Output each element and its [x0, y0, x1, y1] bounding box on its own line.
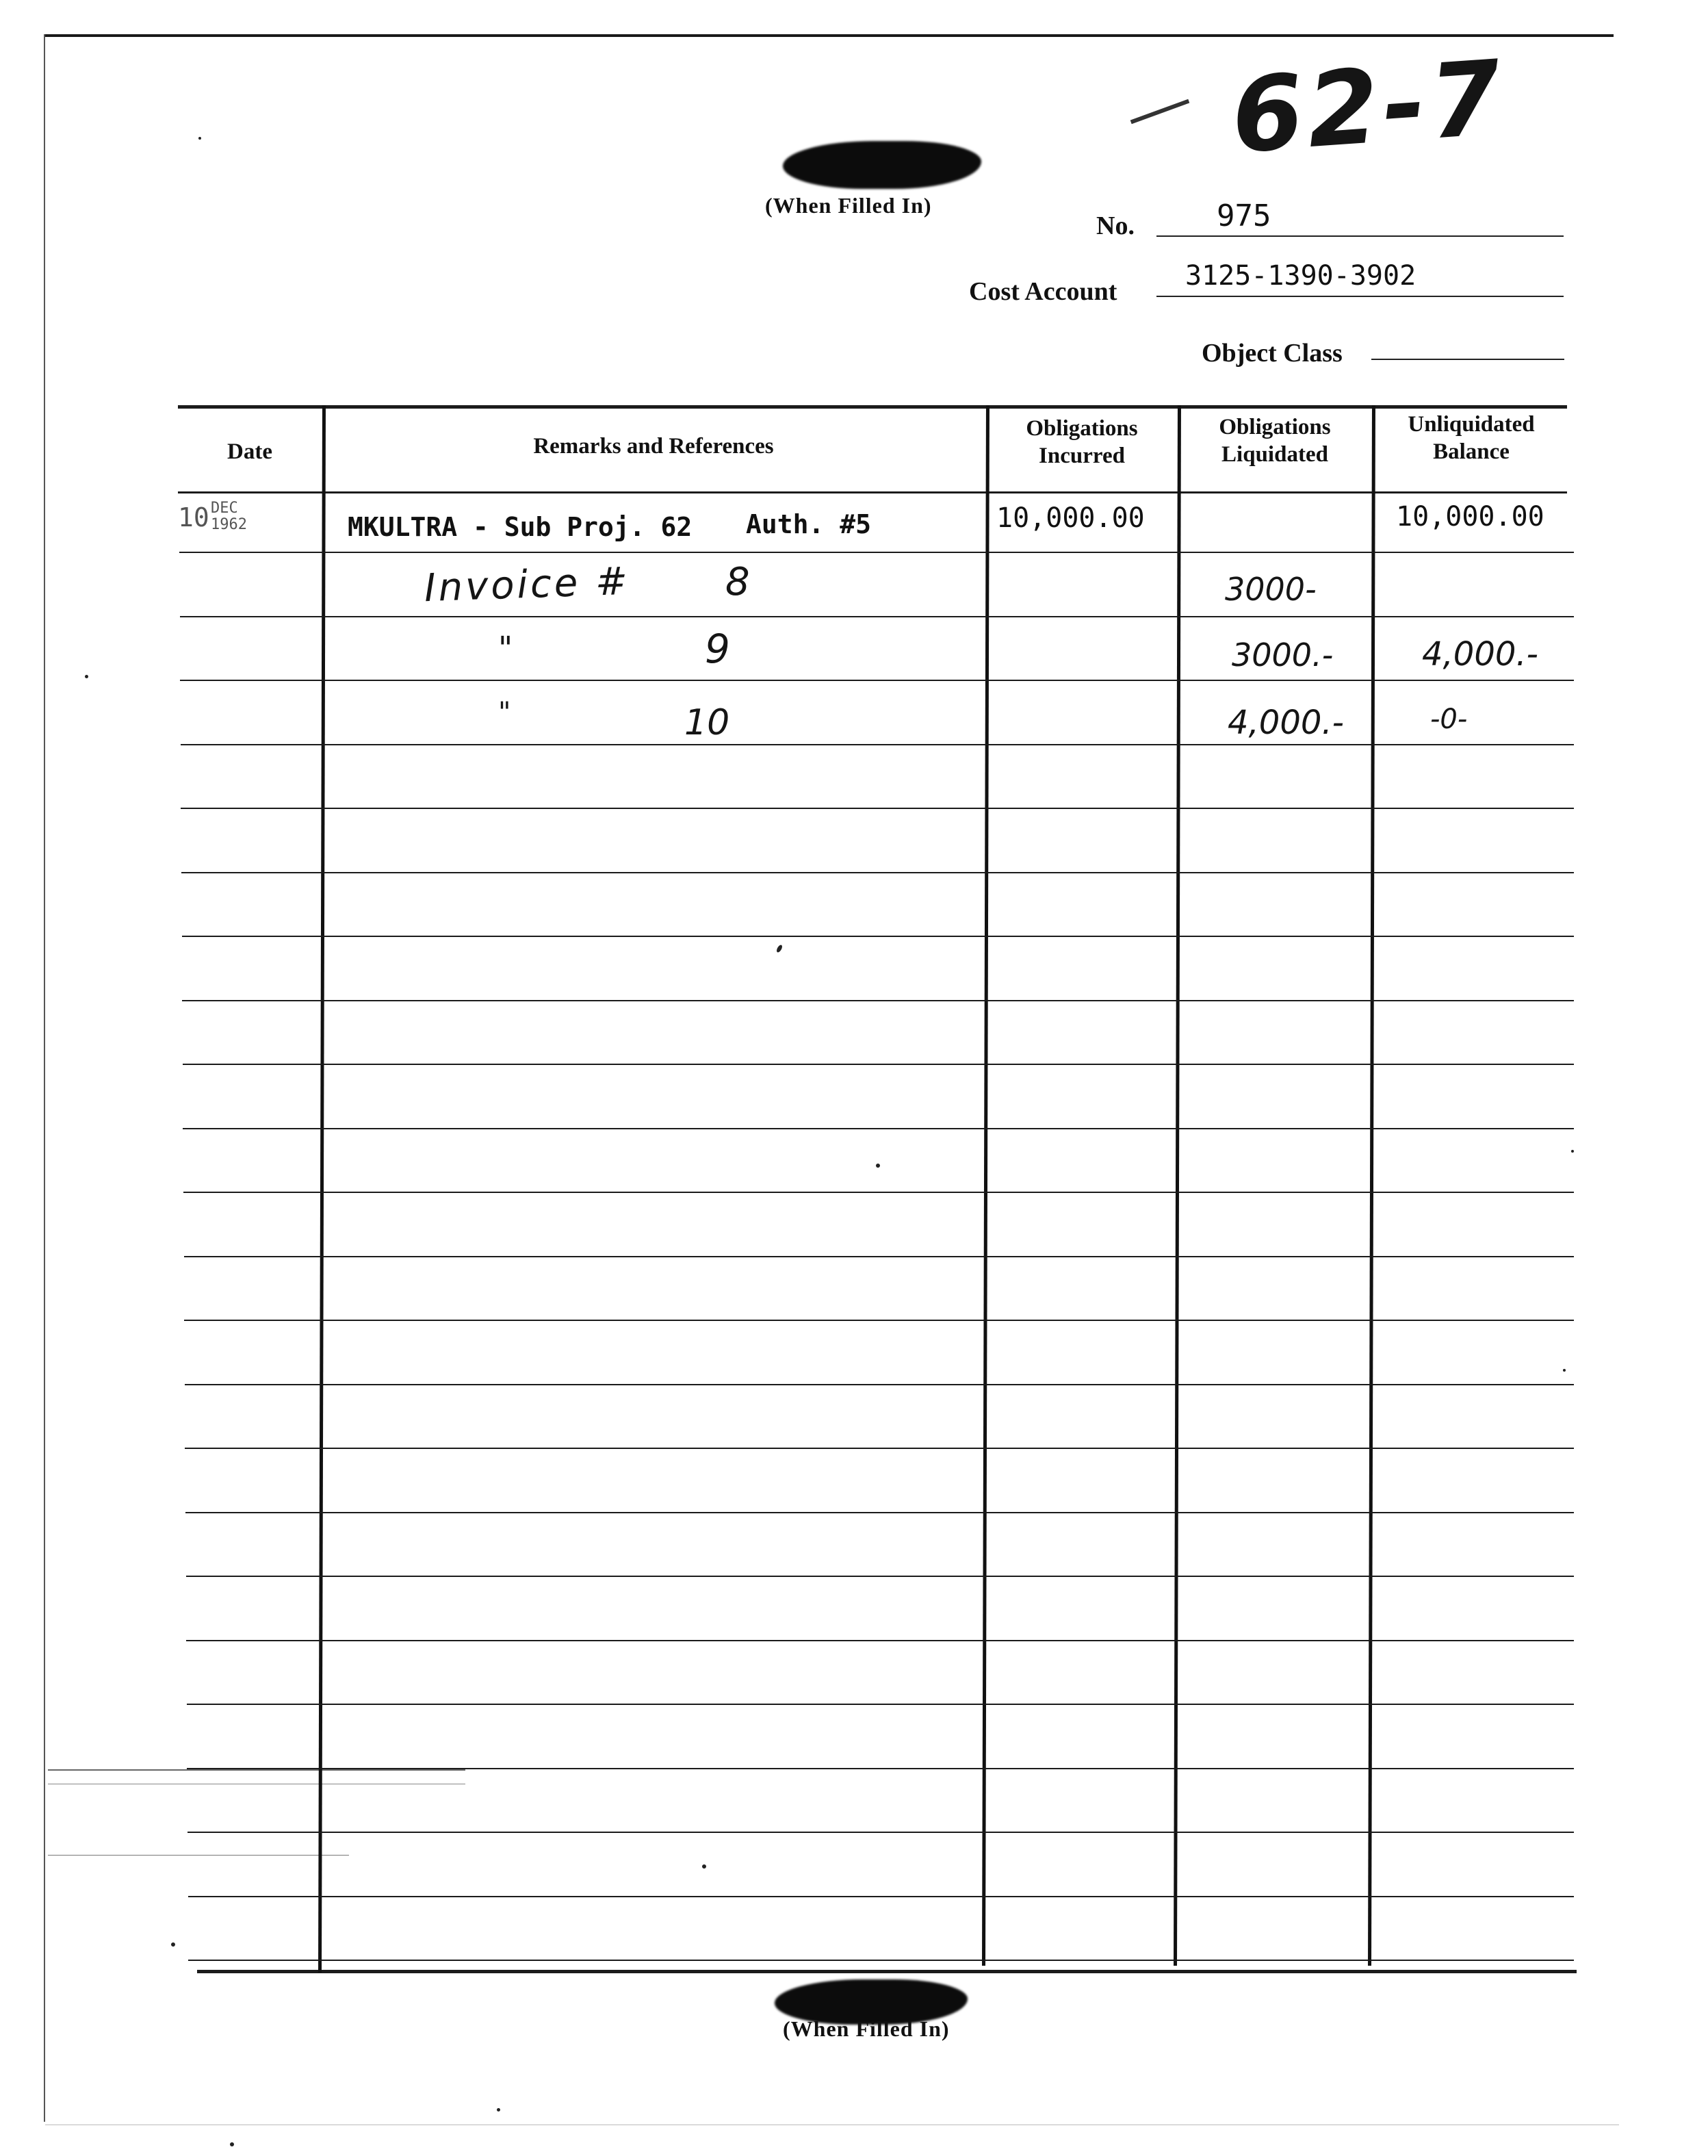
ledger-row-rule	[182, 936, 1574, 937]
classification-caption-bottom: (When Filled In)	[783, 2016, 950, 2041]
ledger-row-rule	[183, 1192, 1574, 1193]
number-value: 975	[1217, 198, 1271, 233]
ledger-header-rule	[178, 491, 1567, 493]
classification-caption-top: (When Filled In)	[765, 193, 932, 218]
ditto-mark: "	[498, 630, 513, 667]
header-liquidated-line2: Liquidated	[1221, 442, 1328, 467]
invoice-number: 9	[705, 626, 730, 672]
ledger-row-rule	[182, 1000, 1574, 1001]
number-label: No.	[1096, 211, 1135, 240]
scan-speck	[702, 1864, 706, 1869]
ledger-row-rule	[188, 1960, 1574, 1961]
cost-account-rule	[1156, 296, 1564, 297]
scan-speck	[1563, 1369, 1566, 1372]
unliquidated-balance-value: 4,000.-	[1422, 635, 1538, 673]
unliquidated-balance-value: -0-	[1430, 704, 1468, 735]
invoice-number: 8	[725, 560, 750, 604]
header-date: Date	[227, 439, 272, 464]
scan-edge-left	[44, 34, 45, 2122]
scan-speck	[1571, 1150, 1574, 1153]
corner-handwritten-reference: 62-7	[1228, 38, 1509, 177]
ledger-row-rule	[180, 616, 1574, 617]
ledger-row-4	[178, 691, 1567, 746]
obligations-liquidated-value: 3000.-	[1232, 637, 1334, 673]
obligations-incurred-value: 10,000.00	[996, 502, 1145, 534]
scan-speck	[497, 2108, 500, 2112]
ledger-row-rule	[181, 872, 1574, 873]
obligations-liquidated-value: 4,000.-	[1228, 704, 1344, 742]
corner-scribble	[1130, 99, 1190, 124]
invoice-label: Invoice #	[423, 559, 631, 611]
ledger-row-rule	[185, 1512, 1574, 1513]
date-stamp-day: 10	[178, 502, 209, 532]
ledger-row-rule	[186, 1576, 1574, 1577]
ledger-row-rule	[184, 1256, 1574, 1257]
number-rule	[1156, 235, 1564, 237]
ledger-row-1	[178, 494, 1567, 550]
date-stamp	[178, 500, 315, 548]
ledger-top-rule	[178, 405, 1567, 409]
header-liquidated-line1: Obligations	[1219, 415, 1331, 439]
invoice-number: 10	[684, 702, 730, 743]
scan-speck	[171, 1942, 175, 1947]
scan-speck	[85, 675, 88, 678]
scan-speck	[198, 137, 201, 140]
header-remarks: Remarks and References	[533, 434, 774, 459]
redaction-mark-top	[783, 141, 981, 189]
header-incurred	[989, 415, 1174, 470]
ledger-row-rule	[185, 1384, 1574, 1385]
ledger-row-rule	[181, 808, 1574, 809]
ledger-row-rule	[186, 1640, 1574, 1641]
remarks-project: MKULTRA - Sub Proj. 62	[348, 512, 693, 542]
header-balance-line1: Unliquidated	[1408, 412, 1535, 437]
ledger-row-rule	[184, 1320, 1574, 1321]
date-stamp-year: 1962	[211, 516, 247, 533]
ledger-row-rule	[183, 1064, 1574, 1065]
ledger-row-rule	[187, 1768, 1574, 1769]
scan-speck	[876, 1164, 880, 1168]
ledger-row-rule	[179, 552, 1574, 553]
date-stamp-month: DEC	[211, 500, 238, 517]
header-liquidated	[1181, 413, 1369, 468]
object-class-label: Object Class	[1202, 339, 1343, 368]
unliquidated-balance-value: 10,000.00	[1396, 501, 1544, 532]
header-balance-line2: Balance	[1433, 439, 1510, 464]
scan-speck	[775, 944, 783, 953]
header-balance	[1375, 411, 1567, 465]
ledger-row-rule	[185, 1448, 1574, 1449]
obligations-liquidated-value: 3000-	[1225, 571, 1317, 608]
scan-speck	[230, 2142, 234, 2146]
ledger-row-rule	[187, 1832, 1574, 1833]
ledger-row-rule	[188, 1896, 1574, 1897]
ledger-row-2	[178, 560, 1567, 615]
header-incurred-line1: Obligations	[1026, 416, 1138, 441]
header-incurred-line2: Incurred	[1039, 444, 1125, 468]
ledger-row-rule	[187, 1704, 1574, 1705]
ledger-bottom-rule	[197, 1970, 1577, 1973]
ledger-row-3	[178, 624, 1567, 679]
object-class-rule	[1371, 359, 1564, 360]
scan-edge-top	[45, 34, 1614, 37]
remarks-authorization: Auth. #5	[746, 509, 872, 539]
ledger-row-rule	[180, 680, 1574, 681]
ditto-mark: "	[498, 697, 511, 728]
ledger-row-rule	[183, 1128, 1574, 1129]
cost-account-label: Cost Account	[969, 277, 1117, 306]
cost-account-value: 3125-1390-3902	[1185, 260, 1416, 292]
scan-artifact-line	[48, 1855, 349, 1856]
scan-artifact-line	[48, 1769, 465, 1771]
